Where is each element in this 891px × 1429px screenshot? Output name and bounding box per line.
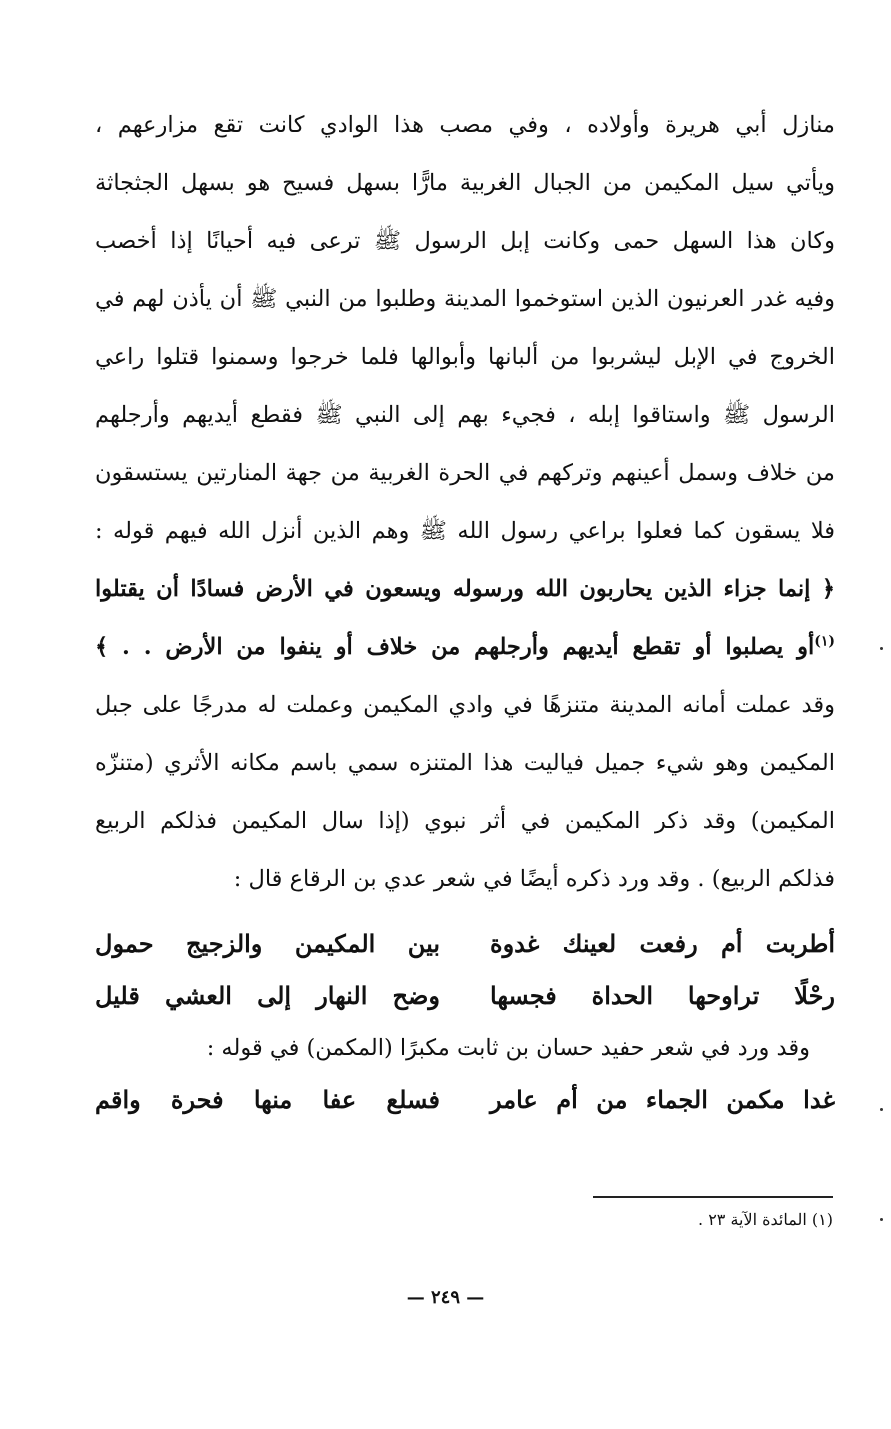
verse-second-hemistich: بين المكيمن والزجيج حمول bbox=[95, 929, 440, 958]
paragraph-line: منازل أبي هريرة وأولاده ، وفي مصب هذا الوادي كانت تقع مزارعهم ، bbox=[95, 112, 835, 138]
poem-verse bbox=[95, 1074, 835, 1126]
paragraph-line: الرسول ﷺ واستاقوا إبله ، فجيء بهم إلى النبي ﷺ فقطع أيديهم وأرجلهم bbox=[95, 402, 835, 428]
margin-dot bbox=[880, 1108, 883, 1111]
verse-first-hemistich: غدا مكمن الجماء من أم عامر bbox=[490, 1085, 835, 1114]
main-paragraph bbox=[95, 96, 835, 908]
footnote-divider bbox=[593, 1196, 833, 1198]
footnote-ref: (١) bbox=[814, 633, 835, 650]
quran-verse-line bbox=[95, 618, 835, 676]
paragraph-line: وكان هذا السهل حمى وكانت إبل الرسول ﷺ ترعى فيه أحيانًا إذا أخصب bbox=[95, 228, 835, 254]
poem-verse bbox=[95, 970, 835, 1022]
poem-block-1 bbox=[95, 918, 835, 1126]
paragraph-line: المكيمن وهو شيء جميل فياليت هذا المتنزه سمي باسم مكانه الأثري (متنزّه bbox=[95, 750, 835, 776]
margin-dot bbox=[880, 1218, 883, 1221]
poem-verse bbox=[95, 918, 835, 970]
verse-second-hemistich: وضح النهار إلى العشي قليل bbox=[95, 981, 440, 1010]
paragraph-line: وفيه غدر العرنيون الذين استوخموا المدينة وطلبوا من النبي ﷺ أن يأذن لهم في bbox=[95, 286, 835, 312]
paragraph-line: من خلاف وسمل أعينهم وتركهم في الحرة الغربية من جهة المنارتين يستسقون bbox=[95, 460, 835, 486]
paragraph-line: وقد عملت أمانه المدينة متنزهًا في وادي المكيمن وعملت له مدرجًا على جبل bbox=[95, 692, 835, 718]
paragraph-line: المكيمن) وقد ذكر المكيمن في أثر نبوي (إذا سال المكيمن فذلكم الربيع bbox=[95, 808, 835, 834]
paragraph-line: ويأتي سيل المكيمن من الجبال الغربية مارًّا بسهل فسيح هو بسهل الجثجاثة bbox=[95, 170, 835, 196]
margin-dot bbox=[880, 647, 883, 650]
paragraph-line: فلا يسقون كما فعلوا براعي رسول الله ﷺ وهم الذين أنزل الله فيهم قوله : bbox=[95, 518, 835, 544]
verse-second-hemistich: فسلع عفا منها فحرة واقم bbox=[95, 1085, 440, 1114]
quran-verse-text: أو يصلبوا أو تقطع أيديهم وأرجلهم من خلاف أو ينفوا من الأرض . . ﴾ bbox=[95, 634, 815, 660]
poem-intro-line: وقد ورد في شعر حفيد حسان بن ثابت مكبرًا (المكمن) في قوله : bbox=[206, 1035, 810, 1061]
page-number: — ٢٤٩ — bbox=[406, 1287, 485, 1308]
quran-verse-line: ﴿ إنما جزاء الذين يحاربون الله ورسوله ويسعون في الأرض فسادًا أن يقتلوا bbox=[95, 576, 835, 602]
paragraph-line: الخروج في الإبل ليشربوا من ألبانها وأبوالها فلما خرجوا وسمنوا قتلوا راعي bbox=[95, 344, 835, 370]
footnote: (١) المائدة الآية ٢٣ . bbox=[698, 1210, 833, 1229]
verse-first-hemistich: رحْلًا تراوحها الحداة فجسها bbox=[490, 981, 835, 1010]
paragraph-line: فذلكم الربيع) . وقد ورد ذكره أيضًا في شعر عدي بن الرقاع قال : bbox=[233, 866, 835, 892]
verse-first-hemistich: أطربت أم رفعت لعينك غدوة bbox=[490, 929, 835, 958]
